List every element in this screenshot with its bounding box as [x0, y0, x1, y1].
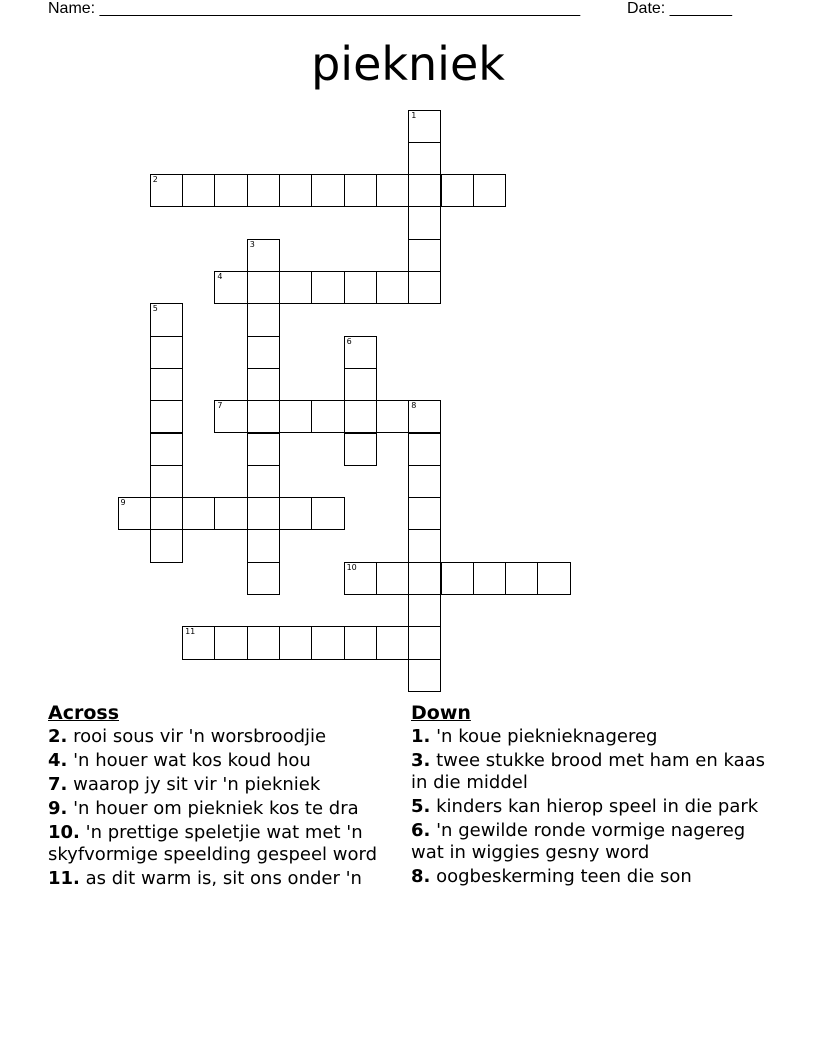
grid-cell[interactable]	[182, 626, 215, 659]
down-clue-1: 1. 'n koue pieknieknagereg	[411, 726, 658, 747]
grid-cell[interactable]	[247, 465, 280, 498]
grid-cell[interactable]	[247, 174, 280, 207]
grid-cell[interactable]	[408, 110, 441, 143]
grid-cell[interactable]	[408, 626, 441, 659]
grid-cell[interactable]	[247, 529, 280, 562]
grid-cell[interactable]	[150, 497, 183, 530]
across-clue-9: 9. 'n houer om piekniek kos te dra	[48, 798, 359, 819]
across-heading: Across	[48, 702, 120, 724]
grid-cell[interactable]	[150, 433, 183, 466]
grid-cell[interactable]	[408, 497, 441, 530]
grid-cell[interactable]	[408, 594, 441, 627]
grid-cell[interactable]	[150, 368, 183, 401]
grid-cell[interactable]	[344, 174, 377, 207]
grid-cell[interactable]	[408, 271, 441, 304]
grid-cell[interactable]	[408, 206, 441, 239]
grid-cell[interactable]	[247, 271, 280, 304]
grid-cell[interactable]	[376, 174, 409, 207]
grid-cell[interactable]	[473, 562, 506, 595]
across-clue-4: 4. 'n houer wat kos koud hou	[48, 750, 311, 771]
grid-cell[interactable]	[214, 174, 247, 207]
clue-number: 11	[185, 627, 196, 637]
grid-cell[interactable]	[150, 174, 183, 207]
grid-cell[interactable]	[150, 400, 183, 433]
grid-cell[interactable]	[214, 497, 247, 530]
grid-cell[interactable]	[214, 400, 247, 433]
grid-cell[interactable]	[279, 497, 312, 530]
down-clue-3: 3. twee stukke brood met ham en kaas in die middel	[411, 750, 766, 793]
grid-cell[interactable]	[344, 400, 377, 433]
grid-cell[interactable]	[408, 529, 441, 562]
down-clue-5: 5. kinders kan hierop speel in die park	[411, 796, 759, 817]
clue-number: 10	[346, 562, 357, 572]
clue-number: 5	[152, 304, 158, 314]
grid-cell[interactable]	[376, 562, 409, 595]
down-clue-8: 8. oogbeskerming teen die son	[411, 866, 692, 887]
grid-cell[interactable]	[247, 368, 280, 401]
clue-number: 7	[217, 401, 223, 411]
clue-number: 8	[411, 401, 417, 411]
clue-number: 4	[217, 272, 223, 281]
across-clue-11: 11. as dit warm is, sit ons onder 'n	[48, 868, 362, 889]
grid-cell[interactable]	[441, 174, 474, 207]
name-field-label: Name: ______________________________________________________	[48, 0, 581, 17]
clue-number: 9	[120, 498, 126, 508]
grid-cell[interactable]	[408, 465, 441, 498]
across-clue-2: 2. rooi sous vir 'n worsbroodjie	[48, 726, 327, 747]
across-clues	[48, 700, 400, 892]
grid-cell[interactable]	[214, 626, 247, 659]
grid-cell[interactable]	[311, 400, 344, 433]
across-clue-10: 10. 'n prettige speletjie wat met 'n skyfvormige speelding gespeel word	[48, 822, 378, 865]
grid-cell[interactable]	[279, 626, 312, 659]
grid-cell[interactable]	[279, 174, 312, 207]
grid-cell[interactable]	[118, 497, 151, 530]
down-clue-6: 6. 'n gewilde ronde vormige nagereg wat in wiggies gesny word	[411, 820, 746, 863]
grid-cell[interactable]	[247, 497, 280, 530]
across-clue-7: 7. waarop jy sit vir 'n piekniek	[48, 774, 321, 795]
grid-cell[interactable]	[376, 271, 409, 304]
grid-cell[interactable]	[182, 174, 215, 207]
grid-cell[interactable]	[408, 400, 441, 433]
grid-cell[interactable]	[344, 336, 377, 369]
grid-cell[interactable]	[311, 626, 344, 659]
grid-cell[interactable]	[408, 433, 441, 466]
grid-cell[interactable]	[408, 239, 441, 272]
grid-cell[interactable]	[182, 497, 215, 530]
clue-number: 2	[152, 175, 158, 185]
grid-cell[interactable]	[150, 303, 183, 336]
grid-cell[interactable]	[214, 271, 247, 304]
grid-cell[interactable]	[279, 400, 312, 433]
grid-cell[interactable]	[408, 659, 441, 692]
grid-cell[interactable]	[408, 142, 441, 175]
grid-cell[interactable]	[247, 336, 280, 369]
down-heading: Down	[411, 702, 471, 724]
grid-cell[interactable]	[247, 562, 280, 595]
grid-cell[interactable]	[376, 400, 409, 433]
date-field-label: Date: _______	[627, 0, 732, 17]
grid-cell[interactable]	[344, 368, 377, 401]
grid-cell[interactable]	[150, 336, 183, 369]
grid-cell[interactable]	[376, 626, 409, 659]
grid-cell[interactable]	[537, 562, 570, 595]
grid-cell[interactable]	[473, 174, 506, 207]
grid-cell[interactable]	[344, 626, 377, 659]
puzzle-title: piekniek	[311, 37, 505, 91]
grid-cell[interactable]	[344, 271, 377, 304]
grid-cell[interactable]	[311, 271, 344, 304]
grid-cell[interactable]	[247, 626, 280, 659]
grid-cell[interactable]	[247, 303, 280, 336]
clue-number: 3	[249, 239, 255, 249]
grid-cell[interactable]	[279, 271, 312, 304]
grid-cell[interactable]	[311, 174, 344, 207]
grid-cell[interactable]	[150, 465, 183, 498]
clue-number: 1	[411, 110, 417, 120]
grid-cell[interactable]	[344, 562, 377, 595]
grid-cell[interactable]	[247, 433, 280, 466]
grid-cell[interactable]	[505, 562, 538, 595]
grid-cell[interactable]	[344, 433, 377, 466]
grid-cell[interactable]	[311, 497, 344, 530]
down-clues	[411, 700, 771, 890]
grid-cell[interactable]	[247, 239, 280, 272]
grid-cell[interactable]	[150, 529, 183, 562]
clue-number: 6	[346, 336, 352, 346]
grid-cell[interactable]	[408, 174, 441, 207]
grid-cell[interactable]	[408, 562, 441, 595]
grid-cell[interactable]	[441, 562, 474, 595]
grid-cell[interactable]	[247, 400, 280, 433]
